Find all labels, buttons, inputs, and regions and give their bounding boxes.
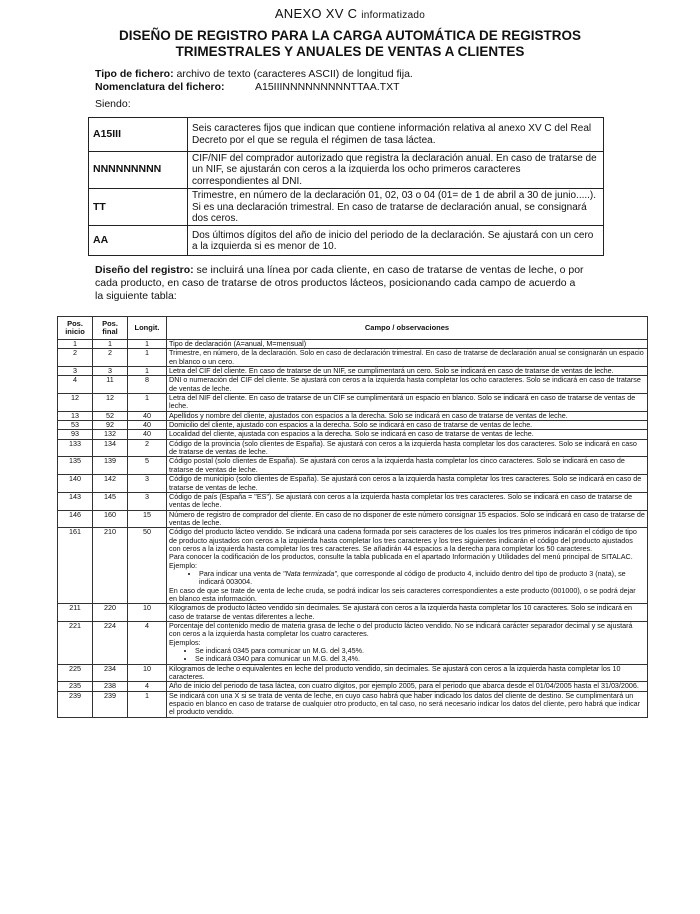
campo-cell: Código de la provincia (solo clientes de España). Se ajustará con ceros a la izquierda hasta completar los dos caracteres. Solo se indicará en caso de tratarse de ventas de leche. bbox=[167, 439, 648, 457]
example-list bbox=[169, 647, 645, 664]
record-design-text: se incluirá una línea por cada cliente, en caso de tratarse de ventas de leche, o por cada producto, en caso de tratarse de otros productos lácteos, posicionando cada campo de acuerdo a la siguiente tabla: bbox=[95, 264, 584, 302]
pos-inicio-cell: 53 bbox=[58, 421, 93, 430]
code-description: Trimestre, en número de la declaración 01, 02, 03 o 04 (01= de 1 de abril a 30 de junio.....). Si es una declaración trimestral. En caso de tratarse de declaración anual, se consignará dos ceros. bbox=[188, 189, 604, 226]
record-design-paragraph bbox=[95, 264, 585, 303]
siendo-label: Siendo: bbox=[95, 98, 131, 110]
header-pos-final: Pos. final bbox=[93, 317, 128, 340]
pos-final-cell: 220 bbox=[93, 604, 128, 622]
longitud-cell: 4 bbox=[128, 682, 167, 691]
pos-inicio-cell: 211 bbox=[58, 604, 93, 622]
longitud-cell: 1 bbox=[128, 367, 167, 376]
longitud-cell: 3 bbox=[128, 492, 167, 510]
campo-cell: Apellidos y nombre del cliente, ajustados con espacios a la derecha. Solo se indicará en caso de tratarse de ventas de leche. bbox=[167, 411, 648, 420]
table-row bbox=[58, 528, 648, 604]
table-row bbox=[58, 510, 648, 528]
code-key: A15III bbox=[89, 118, 188, 152]
record-fields-table bbox=[57, 316, 648, 718]
longitud-cell: 40 bbox=[128, 421, 167, 430]
campo-cell: Trimestre, en número, de la declaración. Solo en caso de declaración trimestral. En caso de tratarse de declaración anual se consignarán un espacio en blanco o un cero. bbox=[167, 349, 648, 367]
code-row bbox=[89, 118, 604, 152]
campo-text: Código del producto lácteo vendido. Se indicará una cadena formada por seis caracteres de los cuales los tres primeros indicarán el código de tipo de producto ajustados con ceros a la izquierda hasta completar los tres caracteres y los tres siguientes indicarán el código del producto ajustados con ceros a la izquierda hasta completar los tres caracteres. Se añadirán 44 espacios a la derecha para completar los 50 caracteres. bbox=[169, 527, 637, 553]
pos-final-cell: 142 bbox=[93, 475, 128, 493]
campo-cell: DNI o numeración del CIF del cliente. Se ajustará con ceros a la izquierda hasta completar los ocho caracteres. Solo se indicará en caso de tratarse de ventas de leche. bbox=[167, 376, 648, 394]
table-row bbox=[58, 475, 648, 493]
pos-inicio-cell: 3 bbox=[58, 367, 93, 376]
pos-inicio-cell: 235 bbox=[58, 682, 93, 691]
pos-inicio-cell: 93 bbox=[58, 430, 93, 439]
bullet-text: , que corresponde al código de producto 4, incluido dentro del tipo de producto 3 (nata), se indicará 003004. bbox=[199, 568, 626, 587]
code-key: NNNNNNNNN bbox=[89, 152, 188, 189]
campo-cell: Tipo de declaración (A=anual, M=mensual) bbox=[167, 340, 648, 349]
longitud-cell: 15 bbox=[128, 510, 167, 528]
pos-inicio-cell: 13 bbox=[58, 411, 93, 420]
record-design-label: Diseño del registro: bbox=[95, 264, 194, 276]
pos-inicio-cell: 239 bbox=[58, 691, 93, 717]
list-item bbox=[199, 570, 645, 587]
campo-cell: Año de inicio del periodo de tasa láctea, con cuatro dígitos, por ejemplo 2005, para el periodo que abarca desde el 01/04/2005 hasta el 31/03/2006. bbox=[167, 682, 648, 691]
table-row bbox=[58, 349, 648, 367]
code-row bbox=[89, 152, 604, 189]
longitud-cell: 1 bbox=[128, 349, 167, 367]
header-longit: Longit. bbox=[128, 317, 167, 340]
table-row bbox=[58, 604, 648, 622]
code-key: TT bbox=[89, 189, 188, 226]
campo-cell: Código postal (solo clientes de España). Se ajustará con ceros a la izquierda hasta completar los cinco caracteres. Solo se indicará en caso de tratarse de ventas de leche. bbox=[167, 457, 648, 475]
campo-cell bbox=[167, 528, 648, 604]
campo-cell: Kilogramos de leche o equivalentes en leche del producto vendido, sin decimales. Se ajustará con ceros a la izquierda hasta completar los 10 caracteres. bbox=[167, 664, 648, 682]
pos-final-cell: 2 bbox=[93, 349, 128, 367]
table-row bbox=[58, 439, 648, 457]
annex-label: ANEXO XV C bbox=[274, 6, 358, 21]
pos-final-cell: 12 bbox=[93, 394, 128, 412]
table-row bbox=[58, 492, 648, 510]
campo-cell: Número de registro de comprador del cliente. En caso de no disponer de este número consignar 15 espacios. Solo se indicará en caso de tratarse de ventas de leche. bbox=[167, 510, 648, 528]
campo-text: Ejemplo: bbox=[169, 560, 197, 570]
pos-inicio-cell: 135 bbox=[58, 457, 93, 475]
campo-text: Para conocer la codificación de los productos, consulte la tabla publicada en el apartado Información y Utilidades del menú principal de SITALAC. bbox=[169, 552, 633, 562]
example-list bbox=[169, 570, 645, 587]
code-row bbox=[89, 226, 604, 256]
longitud-cell: 40 bbox=[128, 430, 167, 439]
file-naming-label: Nomenclatura del fichero: bbox=[95, 81, 225, 93]
document-title bbox=[60, 28, 640, 60]
pos-final-cell: 134 bbox=[93, 439, 128, 457]
campo-cell: Código de municipio (solo clientes de España). Se ajustará con ceros a la izquierda hasta completar los tres caracteres. Solo se indicará en caso de tratarse de ventas de leche. bbox=[167, 475, 648, 493]
pos-inicio-cell: 133 bbox=[58, 439, 93, 457]
pos-final-cell: 52 bbox=[93, 411, 128, 420]
pos-final-cell: 234 bbox=[93, 664, 128, 682]
longitud-cell: 50 bbox=[128, 528, 167, 604]
title-line-2: TRIMESTRALES Y ANUALES DE VENTAS A CLIENTES bbox=[175, 44, 525, 59]
pos-inicio-cell: 225 bbox=[58, 664, 93, 682]
pos-final-cell: 238 bbox=[93, 682, 128, 691]
longitud-cell: 5 bbox=[128, 457, 167, 475]
longitud-cell: 8 bbox=[128, 376, 167, 394]
product-name: "Nata termizada" bbox=[282, 568, 337, 578]
file-naming-value: A15IIINNNNNNNNNTTAA.TXT bbox=[255, 81, 400, 93]
campo-cell: Se indicará con una X si se trata de venta de leche, en cuyo caso habrá que haber indicado los datos del cliente de destino. Se cumplimentará un espacio en blanco en caso de tratarse de cualquier otro producto, en tal caso, no será necesario indicar los datos del cliente, pero habrá que indicar el producto vendido. bbox=[167, 691, 648, 717]
campo-cell: Letra del CIF del cliente. En caso de tratarse de un NIF, se cumplimentará un cero. Solo se indicará en caso de tratarse de ventas de leche. bbox=[167, 367, 648, 376]
pos-inicio-cell: 146 bbox=[58, 510, 93, 528]
longitud-cell: 2 bbox=[128, 439, 167, 457]
pos-final-cell: 160 bbox=[93, 510, 128, 528]
header-pos-inicio: Pos. inicio bbox=[58, 317, 93, 340]
campo-text: Porcentaje del contenido medio de materia grasa de leche o del producto lácteo vendido. No se indicará carácter separador decimal y se ajustará con ceros a la izquierda hasta completar los cuatro caracteres. bbox=[169, 621, 633, 639]
pos-final-cell: 224 bbox=[93, 622, 128, 665]
filename-codes-table bbox=[88, 117, 604, 256]
code-row bbox=[89, 189, 604, 226]
table-row bbox=[58, 376, 648, 394]
longitud-cell: 1 bbox=[128, 691, 167, 717]
table-row bbox=[58, 691, 648, 717]
pos-final-cell: 1 bbox=[93, 340, 128, 349]
pos-final-cell: 3 bbox=[93, 367, 128, 376]
pos-final-cell: 210 bbox=[93, 528, 128, 604]
pos-final-cell: 139 bbox=[93, 457, 128, 475]
campo-cell: Letra del NIF del cliente. En caso de tratarse de un CIF se cumplimentará un espacio en blanco. Solo se indicará en caso de tratarse de ventas de leche. bbox=[167, 394, 648, 412]
bullet-text: Para indicar una venta de bbox=[199, 568, 283, 578]
title-line-1: DISEÑO DE REGISTRO PARA LA CARGA AUTOMÁTICA DE REGISTROS bbox=[118, 28, 582, 43]
code-description: CIF/NIF del comprador autorizado que registra la declaración anual. En caso de tratarse de un NIF, se ajustarán con ceros a la izquierda los ocho primeros caracteres correspondientes al DNI. bbox=[188, 152, 604, 189]
longitud-cell: 3 bbox=[128, 475, 167, 493]
campo-cell: Localidad del cliente, ajustada con espacios a la derecha. Solo se indicará en caso de tratarse de ventas de leche. bbox=[167, 430, 648, 439]
table-row bbox=[58, 682, 648, 691]
pos-inicio-cell: 143 bbox=[58, 492, 93, 510]
code-key: AA bbox=[89, 226, 188, 256]
table-row bbox=[58, 394, 648, 412]
campo-cell: Código de país (España = "ES"). Se ajustará con ceros a la izquierda hasta completar los tres caracteres. Solo se indicará en caso de tratarse de ventas de leche. bbox=[167, 492, 648, 510]
pos-inicio-cell: 12 bbox=[58, 394, 93, 412]
longitud-cell: 1 bbox=[128, 394, 167, 412]
campo-text: En caso de que se trate de venta de leche cruda, se podrá indicar los seis caracteres correspondientes a este producto (001000), o se podrá dejar en blanco esta información. bbox=[169, 585, 636, 603]
fields-header-row bbox=[58, 317, 648, 340]
file-type-value: archivo de texto (caracteres ASCII) de longitud fija. bbox=[176, 68, 413, 80]
campo-text: Ejemplos: bbox=[169, 637, 201, 647]
file-naming bbox=[95, 81, 400, 94]
annex-note: informatizado bbox=[361, 10, 426, 21]
pos-inicio-cell: 2 bbox=[58, 349, 93, 367]
pos-inicio-cell: 1 bbox=[58, 340, 93, 349]
header-campo: Campo / observaciones bbox=[167, 317, 648, 340]
pos-final-cell: 11 bbox=[93, 376, 128, 394]
table-row bbox=[58, 622, 648, 665]
campo-cell: Domicilio del cliente, ajustado con espacios a la derecha. Solo se indicará en caso de tratarse de ventas de leche. bbox=[167, 421, 648, 430]
annex-heading bbox=[0, 6, 700, 21]
pos-inicio-cell: 4 bbox=[58, 376, 93, 394]
table-row bbox=[58, 430, 648, 439]
list-item: • Se indicará 0345 para comunicar un M.G. del 3,45%. bbox=[195, 647, 645, 655]
code-description: Seis caracteres fijos que indican que contiene información relativa al anexo XV C del Real Decreto por el que se regula el régimen de tasa láctea. bbox=[188, 118, 604, 152]
file-type-label: Tipo de fichero: bbox=[95, 68, 174, 80]
table-row bbox=[58, 664, 648, 682]
file-type bbox=[95, 68, 413, 81]
longitud-cell: 1 bbox=[128, 340, 167, 349]
longitud-cell: 10 bbox=[128, 664, 167, 682]
longitud-cell: 4 bbox=[128, 622, 167, 665]
campo-cell: Kilogramos de producto lácteo vendido sin decimales. Se ajustará con ceros a la izquierda hasta completar los 10 caracteres. Solo se indicará en caso de tratarse de ventas diferentes a leche. bbox=[167, 604, 648, 622]
pos-inicio-cell: 221 bbox=[58, 622, 93, 665]
pos-final-cell: 145 bbox=[93, 492, 128, 510]
pos-final-cell: 132 bbox=[93, 430, 128, 439]
pos-final-cell: 92 bbox=[93, 421, 128, 430]
pos-final-cell: 239 bbox=[93, 691, 128, 717]
longitud-cell: 10 bbox=[128, 604, 167, 622]
table-row bbox=[58, 457, 648, 475]
pos-inicio-cell: 140 bbox=[58, 475, 93, 493]
code-description: Dos últimos dígitos del año de inicio del periodo de la declaración. Se ajustará con un cero a la izquierda si es menor de 10. bbox=[188, 226, 604, 256]
pos-inicio-cell: 161 bbox=[58, 528, 93, 604]
campo-cell bbox=[167, 622, 648, 665]
list-item: • Se indicará 0340 para comunicar un M.G. del 3,4%. bbox=[195, 655, 645, 663]
longitud-cell: 40 bbox=[128, 411, 167, 420]
